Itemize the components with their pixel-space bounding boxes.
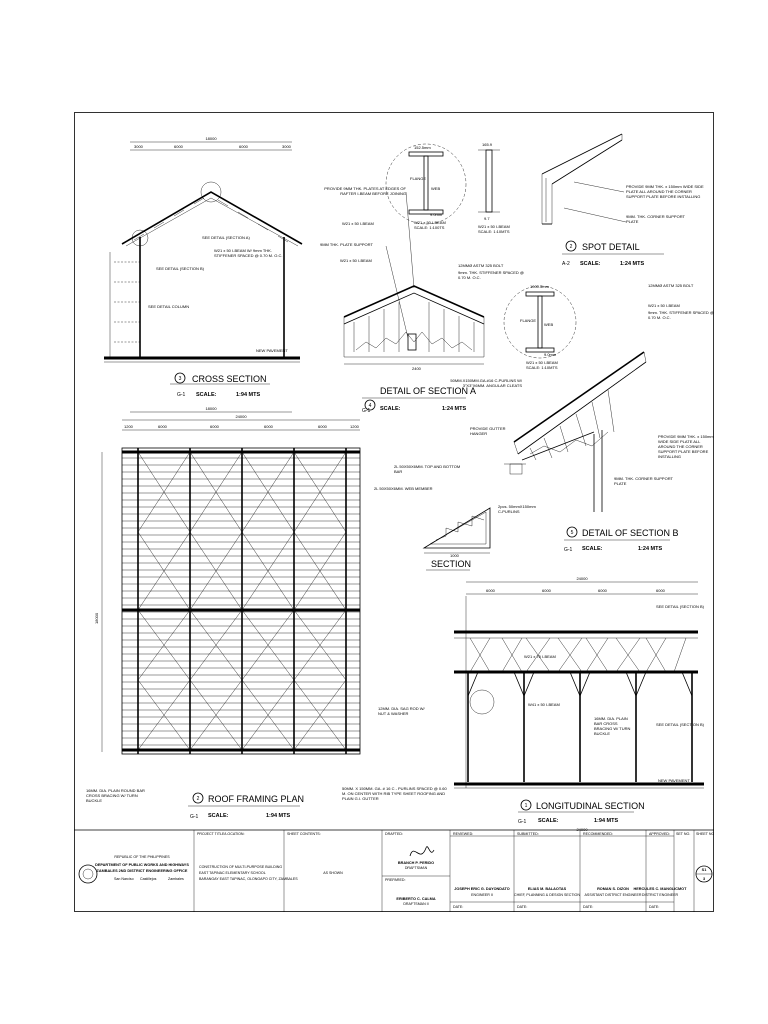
ls-dim-bottom: 24000 bbox=[576, 827, 588, 832]
sb-scale-label: SCALE: bbox=[582, 546, 603, 552]
sb-beam-flange: FLANGE bbox=[520, 318, 537, 323]
dpwh-seal-icon bbox=[79, 865, 97, 883]
cs-dim-total: 18000 bbox=[205, 136, 217, 141]
sa-label-stiff: 9mm. THK. STIFFENER SPACED @ 0.70 M. O.C. bbox=[458, 270, 524, 280]
sb-beam-caption-scale: SCALE: 1:10MTS bbox=[526, 365, 558, 370]
cs-dim-3: 6000 bbox=[239, 144, 248, 149]
rfp-ref: G-1 bbox=[190, 814, 199, 820]
cs-label-detail-a: SEE DETAIL (SECTION A) bbox=[202, 235, 250, 240]
rfp-dim-6: 1200 bbox=[350, 424, 359, 429]
tb-prepared-label: PREPARED: bbox=[385, 878, 406, 882]
sa-label-w21b: W21 x 50 I-BEAM bbox=[340, 258, 372, 263]
sa-scale-label: SCALE: bbox=[380, 406, 401, 412]
title-block bbox=[79, 830, 714, 912]
ls-title: LONGITUDINAL SECTION bbox=[536, 801, 645, 811]
tb-place-2: Castillejos bbox=[140, 877, 157, 881]
rfp-label-purlins: 50MM. X 150MM. GA. # 16 C - PURLINS SPACED @ 0.60 M. ON CENTER WITH RIB TYPE SHEET ROOFING AND PLAIN G.I. GUTTER bbox=[342, 786, 447, 801]
ls-dim-1: 6000 bbox=[486, 588, 495, 593]
tb-contents: AS SHOWN bbox=[323, 871, 343, 875]
cs-number: 3 bbox=[178, 376, 182, 382]
sb-beam-web: WEB bbox=[544, 322, 554, 327]
tb-recommended-date: DATE: bbox=[583, 905, 594, 909]
cross-section-view bbox=[104, 136, 302, 412]
tb-reviewed-role: ENGINEER II bbox=[471, 893, 493, 897]
sb-label-gutter: PROVIDE GUTTER HANGER bbox=[470, 426, 506, 436]
tb-drafted-name: BRANCH P. PERIDO bbox=[397, 861, 435, 865]
drafted-signature bbox=[410, 847, 434, 856]
spot-title: SPOT DETAIL bbox=[582, 242, 640, 252]
cs-dim-4: 3000 bbox=[282, 144, 291, 149]
sa-plate-caption: W21 x 50 I-BEAM bbox=[478, 224, 510, 229]
rfp-purlin-grid bbox=[122, 458, 360, 745]
cs-label-beam: W21 x 50 I-BEAM W/ 9mm THK. STIFFENER SPACED @ 0.70 M. O.C. bbox=[214, 248, 283, 258]
spot-label-corner: 9MM. THK. CORNER SUPPORT PLATE bbox=[626, 214, 685, 224]
tb-project-2: EAST TAPINAC ELEMENTARY SCHOOL bbox=[199, 871, 266, 875]
tb-place-3: Zambales bbox=[168, 877, 184, 881]
cs-dim-1: 3000 bbox=[134, 144, 143, 149]
ls-label-pavement: NEW PAVEMENT bbox=[658, 778, 690, 783]
tb-submitted-name: ELIAS M. BALAOTAS bbox=[527, 887, 567, 891]
tb-place-1: San Narciso bbox=[114, 877, 134, 881]
rfp-dim-3: 6000 bbox=[210, 424, 219, 429]
sb-scale: 1:24 MTS bbox=[638, 546, 663, 552]
rfp-scale: 1:94 MTS bbox=[266, 813, 291, 819]
tb-submitted-role: CHIEF, PLANNING & DESIGN SECTION bbox=[514, 893, 580, 897]
sa-beam-top: 152.5mm bbox=[414, 145, 431, 150]
sa-beam-caption: W21 x 50 I-BEAM bbox=[414, 220, 446, 225]
ls-scale: 1:94 MTS bbox=[594, 818, 619, 824]
spot-scale: 1:24 MTS bbox=[620, 261, 645, 267]
sa-beam-flange: FLANGE bbox=[410, 176, 427, 181]
spot-detail-view bbox=[542, 134, 712, 267]
sb-ref: G-1 bbox=[564, 547, 573, 553]
sa-title: DETAIL OF SECTION A bbox=[380, 386, 477, 396]
truss-label-top-bottom: 2L 50X50X6MM. TOP AND BOTTOM BAR bbox=[394, 464, 461, 474]
tb-sheet-label: SHEET NO. bbox=[696, 832, 714, 836]
sb-label-corner: 9MM. THK. CORNER SUPPORT PLATE bbox=[614, 476, 673, 486]
rfp-label-bracing: 16MM. DIA. PLAIN ROUND BAR CROSS BRACING W/ TURN BUCKLE bbox=[86, 788, 145, 803]
ls-label-ibeam2: W41 x 50 I-BEAM bbox=[528, 702, 560, 707]
truss-dim: 1000 bbox=[450, 553, 459, 558]
ls-number: 1 bbox=[524, 803, 528, 809]
cs-label-detail-col: SEE DETAIL COLUMN bbox=[148, 304, 190, 309]
sa-scale: 1:24 MTS bbox=[442, 406, 467, 412]
tb-project-label: PROJECT TITLE/LOCATION: bbox=[197, 832, 245, 836]
tb-republic: REPUBLIC OF THE PHILIPPINES bbox=[114, 855, 170, 859]
tb-dept: DEPARTMENT OF PUBLIC WORKS AND HIGHWAYS bbox=[95, 863, 189, 867]
tb-reviewed-name: JOSEPH ERIC G. DAYONDATO bbox=[454, 887, 510, 891]
sb-label-bolt: 12MMØ ASTM 325 BOLT bbox=[648, 283, 694, 288]
sb-beam-caption: W21 x 50 I-BEAM bbox=[526, 360, 558, 365]
tb-reviewed-date: DATE: bbox=[453, 905, 464, 909]
truss-title: SECTION bbox=[431, 559, 472, 569]
sa-label-bolt: 12MMØ ASTM 325 BOLT bbox=[458, 263, 504, 268]
sa-label-w21a: W21 x 50 I-BEAM bbox=[342, 221, 374, 226]
sb-beam-dim: 9.0mm bbox=[544, 352, 557, 357]
rfp-dim-side: 18000 bbox=[94, 612, 99, 624]
sa-plate-caption-scale: SCALE: 1:10MTS bbox=[478, 229, 510, 234]
rfp-dim-2: 6000 bbox=[158, 424, 167, 429]
tb-project-3: BARANGAY EAST TAPINAC, OLONGAPO CITY, ZAMBALES bbox=[199, 877, 298, 881]
tb-recommended-label: RECOMMENDED: bbox=[583, 832, 613, 836]
ls-ref: G-1 bbox=[518, 819, 527, 825]
ls-dim-3: 6000 bbox=[598, 588, 607, 593]
cs-dim-bottom: 18000 bbox=[205, 406, 217, 411]
cs-dim-2: 6000 bbox=[174, 144, 183, 149]
tb-approved-role: DISTRICT ENGINEER bbox=[641, 893, 679, 897]
ls-label-detail2: SEE DETAIL (SECTION B) bbox=[656, 722, 705, 727]
tb-approved-label: APPROVED: bbox=[649, 832, 670, 836]
sa-label-plates: PROVIDE 9MM THK. PLATES AT EDGES OF RAFTER I-BEAM BEFORE JOINING bbox=[324, 186, 406, 196]
sa-ref: G-1 bbox=[362, 408, 371, 414]
ls-dim-4: 6000 bbox=[656, 588, 665, 593]
rfp-dim-total: 24000 bbox=[235, 414, 247, 419]
rfp-dim-1: 1200 bbox=[124, 424, 133, 429]
tb-approved-date: DATE: bbox=[649, 905, 660, 909]
rfp-scale-label: SCALE: bbox=[208, 813, 229, 819]
sa-number: 4 bbox=[368, 403, 372, 409]
truss-label-web: 2L 50X50X6MM. WEB MEMBER bbox=[374, 486, 433, 491]
sa-beam-caption-scale: SCALE: 1:100TS bbox=[414, 225, 445, 230]
cs-label-detail-b: SEE DETAIL (SECTION B) bbox=[156, 266, 205, 271]
tb-sheet-of: 3 bbox=[702, 877, 706, 881]
ls-dim-total: 24000 bbox=[576, 576, 588, 581]
tb-submitted-label: SUBMITTED: bbox=[517, 832, 539, 836]
rfp-dim-5: 6000 bbox=[318, 424, 327, 429]
sa-beam-dim: 9.0mm bbox=[430, 212, 443, 217]
sa-plate-dim: 9.7 bbox=[484, 216, 490, 221]
section-a-view bbox=[320, 142, 528, 414]
sb-number: 5 bbox=[570, 530, 574, 536]
tb-prepared-role: DRAFTSMAN II bbox=[403, 902, 429, 906]
sb-title: DETAIL OF SECTION B bbox=[582, 528, 679, 538]
tb-sheet-no: S1 bbox=[701, 868, 707, 872]
tb-prepared-name: ERIBERTO C. CALMA bbox=[396, 897, 436, 901]
longitudinal-section-view bbox=[454, 576, 705, 832]
sb-label-stiff: 9mm. THK. STIFFENER SPACED @ 0.70 M. O.C. bbox=[648, 310, 714, 320]
tb-contents-label: SHEET CONTENTS: bbox=[287, 832, 321, 836]
tb-recommended-role: ASSISTANT DISTRICT ENGINEER bbox=[584, 893, 642, 897]
sa-beam-web: WEB bbox=[431, 186, 441, 191]
drawing-canvas bbox=[74, 112, 714, 912]
rfp-number: 2 bbox=[196, 796, 200, 802]
ls-dim-2: 6000 bbox=[542, 588, 551, 593]
cs-scale: 1:94 MTS bbox=[236, 392, 261, 398]
spot-ref: A-2 bbox=[562, 261, 570, 267]
sa-plate-top: 165.9 bbox=[482, 142, 493, 147]
spot-scale-label: SCALE: bbox=[580, 261, 601, 267]
rfp-title: ROOF FRAMING PLAN bbox=[208, 794, 305, 804]
sb-label-cpurlins: 2pcs. 50mmX150mm C-PURLINS bbox=[498, 504, 536, 514]
spot-number: 2 bbox=[569, 244, 573, 250]
ls-label-detail1: SEE DETAIL (SECTION B) bbox=[656, 604, 705, 609]
truss-section-view bbox=[374, 464, 490, 570]
tb-set-label: SET NO. bbox=[676, 832, 691, 836]
sb-label-w21: W21 x 50 I-BEAM bbox=[648, 303, 680, 308]
ls-label-bracing: 16MM. DIA. PLAIN BAR CROSS BRACING W/ TURN BUCKLE bbox=[594, 716, 631, 736]
sb-label-side-plate: PROVIDE 9MM THK. x 150mm WIDE SIDE PLATE ALL AROUND THE CORNER SUPPORT PLATE BEFORE INSTALLING bbox=[658, 434, 714, 459]
tb-approved-name: HERCULES C. MANGLICMOT bbox=[633, 887, 687, 891]
rfp-label-sagrod: 12MM. DIA. SAG ROD W/ NUT & WASHER bbox=[378, 706, 425, 716]
sb-beam-top: 1000.5mm bbox=[530, 284, 549, 289]
drawing-sheet bbox=[74, 112, 714, 912]
sa-label-support: 9MM THK. PLATE SUPPORT bbox=[320, 242, 373, 247]
tb-drafted-label: DRAFTED: bbox=[385, 832, 403, 836]
tb-submitted-date: DATE: bbox=[517, 905, 528, 909]
sb-label-purlins: 50MM.X150MM.GA.#16 C-PURLINS W/ 3"X3"X6MM. ANGULAR CLEATS bbox=[450, 378, 522, 388]
ls-label-ibeam1: W21 x 75 I-BEAM bbox=[524, 654, 556, 659]
cs-scale-label: SCALE: bbox=[196, 392, 217, 398]
cs-label-pavement: NEW PAVEMENT bbox=[256, 348, 288, 353]
tb-drafted-role: DRAFTSMAN bbox=[404, 866, 428, 870]
tb-office: ZAMBALES 2ND DISTRICT ENGINEERING OFFICE bbox=[96, 869, 188, 873]
ls-scale-label: SCALE: bbox=[538, 818, 559, 824]
tb-reviewed-label: REVIEWED: bbox=[453, 832, 474, 836]
cs-ref: G-1 bbox=[177, 392, 186, 398]
sa-dim: 2400 bbox=[412, 366, 421, 371]
spot-label-side-plate: PROVIDE 9MM THK. x 150mm WIDE SIDE PLATE ALL AROUND THE CORNER SUPPORT PLATE BEFORE INSTALLING bbox=[626, 184, 704, 199]
rfp-dim-4: 6000 bbox=[264, 424, 273, 429]
cs-title: CROSS SECTION bbox=[192, 374, 267, 384]
tb-project-1: CONSTRUCTION OF MULTI-PURPOSE BUILDING bbox=[199, 865, 283, 869]
tb-recommended-name: ROMAN S. DIZON bbox=[597, 887, 629, 891]
